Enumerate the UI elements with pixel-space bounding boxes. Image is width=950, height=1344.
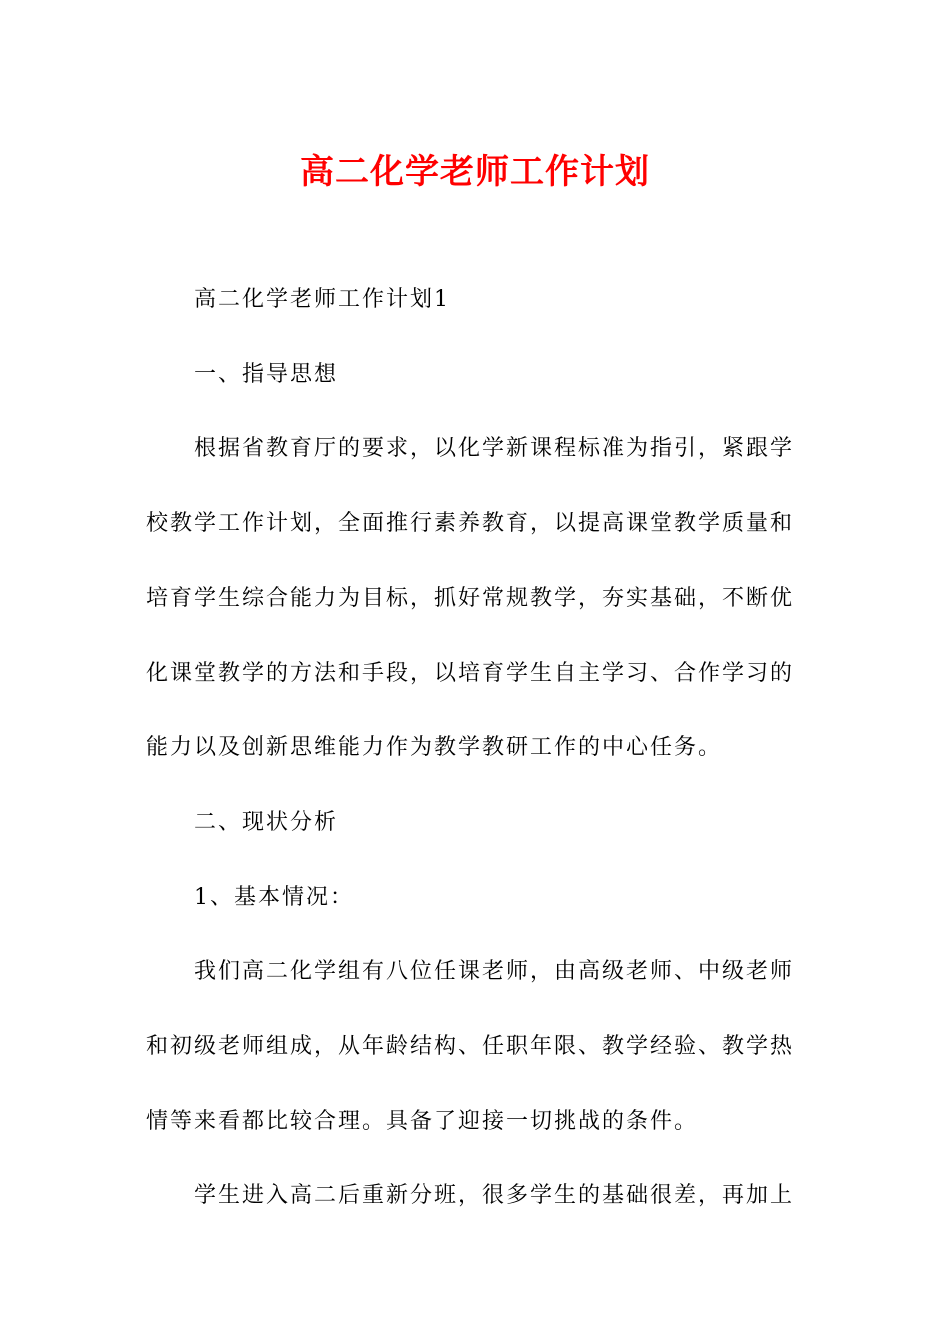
- section-heading: 高二化学老师工作计划1: [194, 287, 450, 312]
- document-title: 高二化学老师工作计划: [300, 152, 650, 192]
- section-heading: 1、基本情况：: [194, 884, 354, 910]
- section-heading: 二、现状分析: [194, 809, 339, 835]
- section-heading: 一、指导思想: [194, 361, 339, 387]
- body-paragraph: 我们高二化学组有八位任课老师，由高级老师、中级老师和初级老师组成，从年龄结构、任职年限、教学经验、教学热情等来看都比较合理。具备了迎接一切挑战的条件。: [146, 959, 795, 1134]
- document-body: [146, 263, 794, 1234]
- body-paragraph: 学生进入高二后重新分班，很多学生的基础很差，再加上: [194, 1183, 795, 1209]
- body-paragraph: 根据省教育厅的要求，以化学新课程标准为指引，紧跟学校教学工作计划，全面推行素养教育，以提高课堂教学质量和培育学生综合能力为目标，抓好常规教学，夯实基础，不断优化课堂教学的方法和手段，以培育学生自主学习、合作学习的能力以及创新思维能力作为教学教研工作的中心任务。: [146, 436, 795, 761]
